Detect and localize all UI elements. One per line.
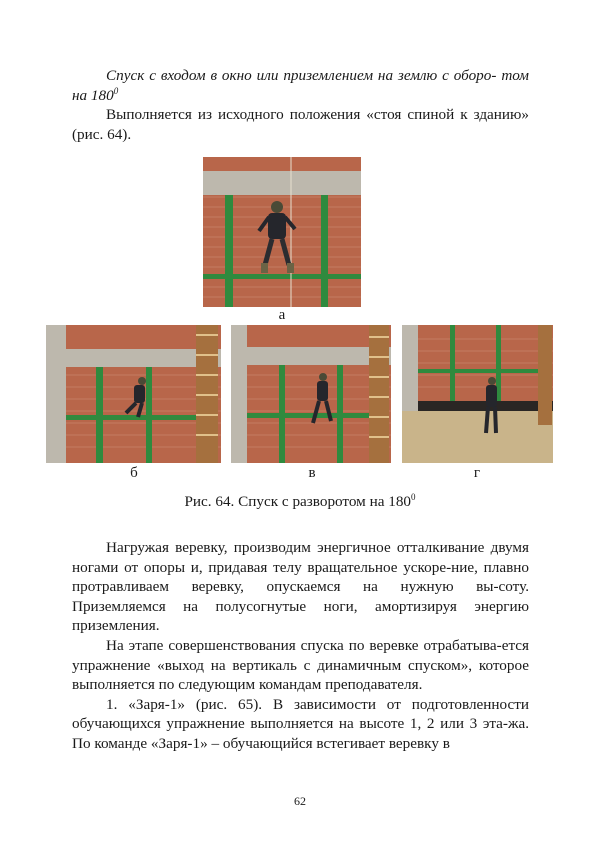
figure-label-b: б [130, 465, 138, 481]
figure-caption: Рис. 64. Спуск с разворотом на $180^0$ [184, 492, 416, 510]
photo-a-scene [203, 157, 361, 307]
intro-paragraph: Выполняется из исходного положения «стоя спиной к зданию» (рис. 64). [72, 106, 529, 143]
photo-v-scene [231, 325, 391, 463]
figure-label-g: г [473, 465, 481, 481]
figure-photo-b [46, 325, 221, 463]
photo-b-scene [46, 325, 221, 463]
photo-g-scene [402, 325, 553, 463]
body-text [72, 538, 529, 754]
paragraph-2: На этапе совершенствования спуска по веревке отрабатыва-ется упражнение «выход на вертикаль с динамичным спуском», которое выполняется по следующим командам преподавателя. [72, 636, 529, 694]
paragraph-3: 1. «Заря-1» (рис. 65). В зависимости от подготовленности обучающихся упражнение выполняется на высоте 1, 2 или 3 эта-жа. По команде «Заря-1» – обучающийся встегивает веревку в [72, 695, 529, 752]
paragraph-1: Нагружая веревку, производим энергичное отталкивание двумя ногами от опоры и, придавая телу вращательное ускоре-ние, плавно протравливаем веревку, опускаемся на нужную вы-соту. Приземляемся на полусогнутые ноги, амортизируя энергию приземления. [72, 539, 529, 635]
figure-photo-a [203, 157, 361, 307]
figure-photo-g [402, 325, 553, 463]
section-heading: Спуск с входом в окно или приземлением на землю с оборо- том на $180^0$ [72, 67, 529, 104]
figure-label-v: в [308, 465, 316, 481]
figure-label-a: а [278, 307, 286, 323]
page-number: 62 [294, 794, 306, 808]
figure-photo-v [231, 325, 391, 463]
